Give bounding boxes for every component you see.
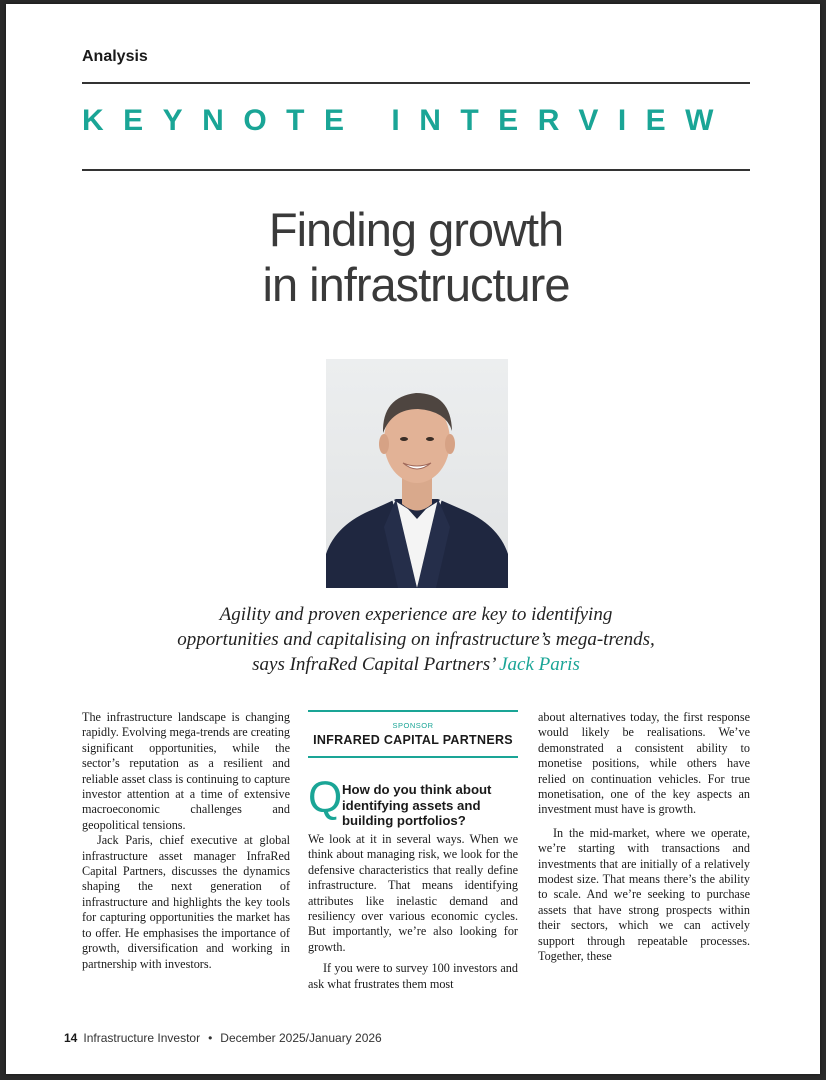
intro-paragraph-1: The infrastructure landscape is changing rapidly. Evolving mega-trends are creating significant opportunities, while the sector’s reputation as a resilient and reliable asset class is continuing to capture investor attention at a time of extensive macroeconomic challenges and geopolitical tensions. [82, 710, 291, 832]
sponsor-box [308, 710, 518, 756]
intro-paragraph-2: Jack Paris, chief executive at global infrastructure asset manager InfraRed Capital Partners, discusses the dynamics shaping the next generation of infrastructure and highlights the key tools for capturing opportunities the market has to offer. He emphasises the importance of growth, diversification and working in partnership with investors. [82, 833, 290, 971]
column-1 [82, 710, 290, 972]
page-footer [64, 1031, 382, 1045]
answer-paragraph-3: about alternatives today, the first response would likely be realisations. We’ve demonstrated a consistent ability to monetise positions, while others have relied on continuation vehicles. For true monetisation, one of the key aspects an investment must have is growth. [538, 710, 750, 817]
standfirst-line-3 [82, 652, 750, 677]
question-text: How do you think about identifying assets and building portfolios? [342, 782, 492, 828]
answer-paragraph-4: In the mid-market, where we operate, we’re starting with transactions and investments that are initially of a relatively modest size. That means there’s the ability to scale. And we’re seeking to purchase assets that have strong prospects within their sectors, which we can actively support through repeatable processes. Together, these [538, 825, 750, 964]
footer-separator: • [208, 1031, 213, 1045]
publication-name: Infrastructure Investor [83, 1031, 201, 1045]
standfirst-line-1: Agility and proven experience are key to identifying [219, 604, 613, 625]
issue-date: December 2025/January 2026 [220, 1031, 382, 1045]
headline [82, 202, 750, 312]
question-mark-glyph: Q [308, 773, 343, 822]
sponsor-bottom-rule [308, 756, 518, 758]
headline-line-1: Finding growth [268, 203, 564, 256]
standfirst [82, 602, 750, 677]
portrait-illustration [326, 359, 508, 588]
kicker-rule [82, 169, 750, 171]
magazine-page [6, 4, 820, 1074]
question-block [308, 773, 518, 832]
section-label: Analysis [82, 48, 148, 65]
column-2 [308, 710, 518, 992]
answer-paragraph-2: If you were to survey 100 investors and ask what frustrates them most [308, 961, 518, 991]
top-rule [82, 82, 750, 84]
standfirst-prefix: says InfraRed Capital Partners’ [252, 654, 500, 675]
portrait-photo [326, 359, 508, 588]
sponsor-name: INFRARED CAPITAL PARTNERS [313, 733, 513, 747]
column-3 [538, 710, 750, 965]
page-number: 14 [64, 1031, 78, 1045]
answer-paragraph-1: We look at it in several ways. When we think about managing risk, we look for the defensive characteristics that really define infrastructure. That means identifying attributes like inelastic demand and resiliency over various economic cycles. But importantly, we’re also looking for growth. [308, 832, 518, 954]
headline-line-2: in infrastructure [262, 258, 570, 311]
standfirst-line-2: opportunities and capitalising on infrastructure’s mega-trends, [177, 629, 655, 650]
sponsor-label: SPONSOR [392, 721, 434, 730]
sponsor-top-rule [308, 710, 518, 712]
kicker-title: KEYNOTE INTERVIEW [82, 104, 733, 137]
interviewee-name: Jack Paris [499, 654, 580, 675]
